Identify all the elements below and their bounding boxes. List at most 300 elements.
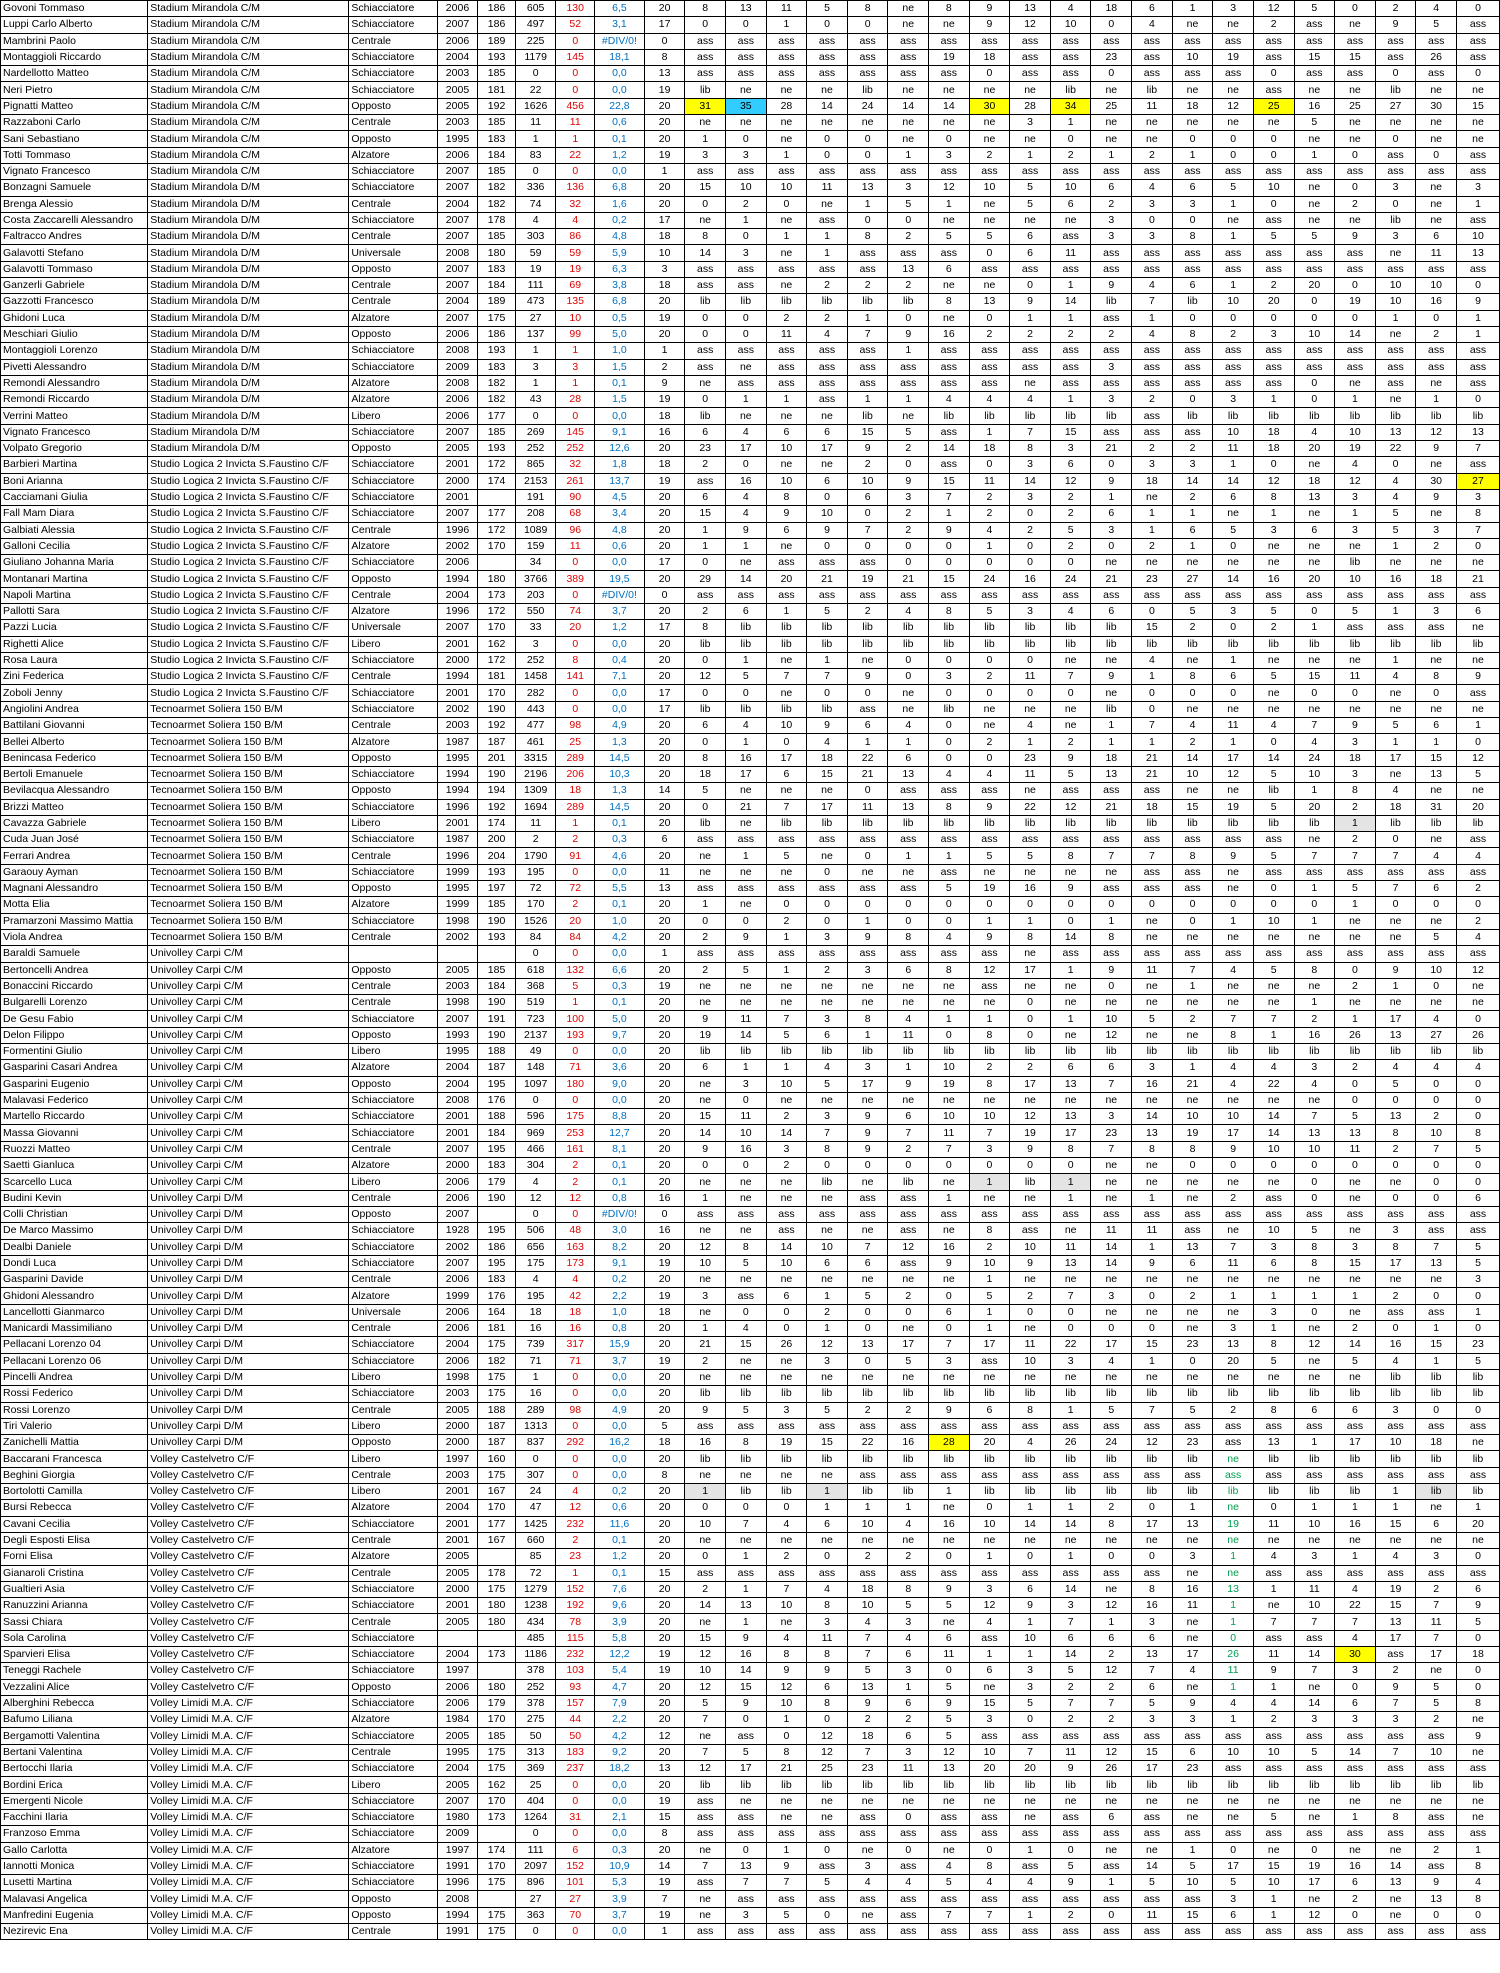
table-cell[interactable]: 304: [515, 1158, 556, 1174]
table-cell[interactable]: 20: [644, 1614, 685, 1630]
table-cell[interactable]: ne: [847, 652, 888, 668]
table-cell[interactable]: 10: [847, 1598, 888, 1614]
table-cell[interactable]: ne: [1091, 652, 1132, 668]
table-cell[interactable]: 0: [556, 82, 595, 98]
table-cell[interactable]: 1: [726, 652, 767, 668]
table-cell[interactable]: Centrale: [349, 278, 437, 294]
table-cell[interactable]: ne: [685, 212, 726, 228]
table-cell[interactable]: 2001: [437, 1484, 478, 1500]
table-cell[interactable]: 3: [685, 147, 726, 163]
table-cell[interactable]: 2,2: [595, 1288, 645, 1304]
table-cell[interactable]: 201: [478, 750, 516, 766]
table-cell[interactable]: 0,0: [595, 82, 645, 98]
table-cell[interactable]: 2007: [437, 261, 478, 277]
table-cell[interactable]: 184: [478, 147, 516, 163]
table-cell[interactable]: Volley Limidi M.A. C/F: [148, 1744, 349, 1760]
table-cell[interactable]: 20: [644, 1337, 685, 1353]
table-cell[interactable]: 0: [1456, 392, 1499, 408]
table-cell[interactable]: 20: [644, 766, 685, 782]
table-cell[interactable]: 10: [1172, 1109, 1213, 1125]
table-cell[interactable]: 25: [807, 1761, 848, 1777]
table-cell[interactable]: 1: [1253, 1321, 1294, 1337]
table-cell[interactable]: 1996: [437, 603, 478, 619]
table-cell[interactable]: 20: [644, 1402, 685, 1418]
table-cell[interactable]: 0: [1375, 131, 1416, 147]
table-cell[interactable]: 4: [1010, 392, 1051, 408]
table-cell[interactable]: 176: [478, 1288, 516, 1304]
table-cell[interactable]: 1: [556, 131, 595, 147]
table-cell[interactable]: ass: [1132, 343, 1173, 359]
table-cell[interactable]: 3,7: [595, 1353, 645, 1369]
table-cell[interactable]: 1994: [437, 669, 478, 685]
table-cell[interactable]: Libero: [349, 1777, 437, 1793]
table-cell[interactable]: lib: [807, 1386, 848, 1402]
table-cell[interactable]: 0: [847, 212, 888, 228]
table-cell[interactable]: [478, 946, 516, 962]
table-cell[interactable]: 183: [478, 1158, 516, 1174]
table-cell[interactable]: 1: [1010, 310, 1051, 326]
table-cell[interactable]: ass: [1050, 1467, 1091, 1483]
table-cell[interactable]: ne: [1010, 1321, 1051, 1337]
table-cell[interactable]: 506: [515, 1223, 556, 1239]
table-cell[interactable]: 7: [1213, 1239, 1254, 1255]
table-cell[interactable]: Montanari Martina: [1, 571, 148, 587]
table-cell[interactable]: 0: [807, 131, 848, 147]
table-cell[interactable]: 9,1: [595, 1255, 645, 1271]
table-cell[interactable]: 14: [766, 1239, 807, 1255]
table-cell[interactable]: 181: [478, 82, 516, 98]
table-cell[interactable]: ass: [1456, 685, 1499, 701]
table-cell[interactable]: 20: [644, 1679, 685, 1695]
table-cell[interactable]: 20: [644, 1158, 685, 1174]
table-cell[interactable]: 0: [1416, 685, 1457, 701]
table-cell[interactable]: ne: [1132, 1532, 1173, 1548]
table-cell[interactable]: ne: [1456, 1712, 1499, 1728]
table-cell[interactable]: 8: [1294, 1239, 1335, 1255]
table-cell[interactable]: 0: [1416, 1174, 1457, 1190]
table-cell[interactable]: 1089: [515, 522, 556, 538]
table-cell[interactable]: ass: [888, 1907, 929, 1923]
table-cell[interactable]: ass: [1456, 49, 1499, 65]
table-cell[interactable]: 18: [969, 49, 1010, 65]
table-cell[interactable]: ass: [807, 1418, 848, 1434]
table-cell[interactable]: 14: [1010, 473, 1051, 489]
table-cell[interactable]: lib: [807, 1777, 848, 1793]
table-cell[interactable]: lib: [1050, 408, 1091, 424]
table-cell[interactable]: ass: [1010, 1467, 1051, 1483]
table-cell[interactable]: 18: [1091, 1, 1132, 17]
table-cell[interactable]: 2: [1132, 538, 1173, 554]
table-cell[interactable]: 2005: [437, 1549, 478, 1565]
table-cell[interactable]: 23: [1091, 49, 1132, 65]
table-cell[interactable]: 368: [515, 978, 556, 994]
table-cell[interactable]: Univolley Carpi D/M: [148, 1223, 349, 1239]
table-cell[interactable]: 7: [1416, 1598, 1457, 1614]
table-cell[interactable]: 1: [807, 229, 848, 245]
table-cell[interactable]: 7: [1132, 848, 1173, 864]
table-cell[interactable]: 5: [1132, 1875, 1173, 1891]
table-cell[interactable]: 25: [556, 734, 595, 750]
table-cell[interactable]: 2: [726, 196, 767, 212]
table-cell[interactable]: 13: [1050, 1109, 1091, 1125]
table-cell[interactable]: Sola Carolina: [1, 1630, 148, 1646]
table-cell[interactable]: lib: [1335, 636, 1376, 652]
table-cell[interactable]: 193: [478, 49, 516, 65]
table-cell[interactable]: 8: [685, 229, 726, 245]
table-cell[interactable]: ass: [1294, 1467, 1335, 1483]
table-cell[interactable]: 0,0: [595, 163, 645, 179]
table-cell[interactable]: 26: [1213, 1646, 1254, 1662]
table-cell[interactable]: 189: [478, 294, 516, 310]
table-cell[interactable]: ass: [1172, 261, 1213, 277]
table-cell[interactable]: Centrale: [349, 1614, 437, 1630]
table-cell[interactable]: 6: [685, 1060, 726, 1076]
table-cell[interactable]: 10: [556, 310, 595, 326]
table-cell[interactable]: 8: [969, 1223, 1010, 1239]
table-cell[interactable]: 8: [1253, 1337, 1294, 1353]
table-cell[interactable]: 10: [1253, 1875, 1294, 1891]
table-cell[interactable]: 2006: [437, 326, 478, 342]
table-cell[interactable]: 180: [478, 1679, 516, 1695]
table-cell[interactable]: lib: [1091, 1484, 1132, 1500]
table-cell[interactable]: Viola Andrea: [1, 929, 148, 945]
table-cell[interactable]: ne: [1294, 1532, 1335, 1548]
table-cell[interactable]: ne: [1050, 1092, 1091, 1108]
table-cell[interactable]: ne: [1335, 1223, 1376, 1239]
table-cell[interactable]: ass: [1213, 359, 1254, 375]
table-cell[interactable]: ne: [685, 1076, 726, 1092]
table-cell[interactable]: ass: [1010, 359, 1051, 375]
table-cell[interactable]: lib: [766, 1044, 807, 1060]
table-cell[interactable]: ass: [969, 587, 1010, 603]
table-cell[interactable]: 0: [726, 310, 767, 326]
table-cell[interactable]: 0: [1132, 1549, 1173, 1565]
table-cell[interactable]: 0: [726, 1158, 767, 1174]
table-cell[interactable]: 17: [807, 441, 848, 457]
table-cell[interactable]: 175: [478, 1386, 516, 1402]
table-cell[interactable]: lib: [1091, 620, 1132, 636]
table-cell[interactable]: ne: [929, 1174, 970, 1190]
table-cell[interactable]: ne: [807, 1190, 848, 1206]
table-cell[interactable]: 3: [1375, 229, 1416, 245]
table-cell[interactable]: ass: [969, 783, 1010, 799]
table-cell[interactable]: ne: [685, 995, 726, 1011]
table-cell[interactable]: 0: [888, 538, 929, 554]
table-cell[interactable]: ass: [1416, 1467, 1457, 1483]
table-cell[interactable]: 20: [644, 913, 685, 929]
table-cell[interactable]: 0: [515, 1924, 556, 1940]
table-cell[interactable]: 8: [847, 229, 888, 245]
table-cell[interactable]: Volley Castelvetro C/F: [148, 1581, 349, 1597]
table-cell[interactable]: ass: [766, 33, 807, 49]
table-cell[interactable]: ne: [1010, 1369, 1051, 1385]
table-cell[interactable]: 14: [1010, 1516, 1051, 1532]
table-cell[interactable]: 1: [1294, 881, 1335, 897]
table-cell[interactable]: ass: [1010, 49, 1051, 65]
table-cell[interactable]: 6: [556, 1842, 595, 1858]
table-cell[interactable]: ass: [1294, 261, 1335, 277]
table-cell[interactable]: 3: [1091, 212, 1132, 228]
table-cell[interactable]: ass: [766, 1924, 807, 1940]
table-cell[interactable]: 9: [847, 1109, 888, 1125]
table-cell[interactable]: 1: [969, 1174, 1010, 1190]
table-cell[interactable]: 1: [1294, 1435, 1335, 1451]
table-cell[interactable]: ass: [1091, 1418, 1132, 1434]
table-cell[interactable]: 7: [1416, 1239, 1457, 1255]
table-cell[interactable]: 0: [807, 538, 848, 554]
table-cell[interactable]: 160: [478, 1451, 516, 1467]
table-cell[interactable]: ne: [726, 115, 767, 131]
table-cell[interactable]: ass: [766, 375, 807, 391]
table-cell[interactable]: ne: [1253, 978, 1294, 994]
table-cell[interactable]: 1: [1213, 196, 1254, 212]
table-cell[interactable]: 1: [1416, 1353, 1457, 1369]
table-cell[interactable]: 11,6: [595, 1516, 645, 1532]
table-cell[interactable]: 141: [556, 669, 595, 685]
table-cell[interactable]: 3: [847, 1858, 888, 1874]
table-cell[interactable]: 19: [685, 1027, 726, 1043]
table-cell[interactable]: ass: [766, 359, 807, 375]
table-cell[interactable]: ne: [1213, 1793, 1254, 1809]
table-cell[interactable]: ass: [1050, 832, 1091, 848]
table-cell[interactable]: Opposto: [349, 1206, 437, 1222]
table-cell[interactable]: ass: [1253, 375, 1294, 391]
table-cell[interactable]: Stadium Mirandola C/M: [148, 98, 349, 114]
table-cell[interactable]: lib: [847, 294, 888, 310]
table-cell[interactable]: lib: [888, 294, 929, 310]
table-cell[interactable]: 6: [807, 1679, 848, 1695]
table-cell[interactable]: ass: [1091, 1891, 1132, 1907]
table-cell[interactable]: 9: [929, 1402, 970, 1418]
table-cell[interactable]: 13: [847, 1337, 888, 1353]
table-cell[interactable]: ne: [1456, 1793, 1499, 1809]
table-cell[interactable]: Schiacciatore: [349, 864, 437, 880]
table-cell[interactable]: ne: [1416, 1663, 1457, 1679]
table-cell[interactable]: 11: [1132, 98, 1173, 114]
table-cell[interactable]: 185: [478, 1728, 516, 1744]
table-cell[interactable]: lib: [1010, 1386, 1051, 1402]
table-cell[interactable]: ass: [685, 473, 726, 489]
table-cell[interactable]: 187: [478, 1418, 516, 1434]
table-cell[interactable]: ass: [766, 832, 807, 848]
table-cell[interactable]: ass: [929, 343, 970, 359]
table-cell[interactable]: 0: [969, 555, 1010, 571]
table-cell[interactable]: 26: [1335, 1027, 1376, 1043]
table-cell[interactable]: ne: [1213, 864, 1254, 880]
table-cell[interactable]: ne: [726, 1174, 767, 1190]
table-cell[interactable]: Schiacciatore: [349, 1, 437, 17]
table-cell[interactable]: Napoli Martina: [1, 587, 148, 603]
table-cell[interactable]: 10,9: [595, 1858, 645, 1874]
table-cell[interactable]: 27: [1416, 1027, 1457, 1043]
table-cell[interactable]: 15: [1375, 1598, 1416, 1614]
table-cell[interactable]: 10: [766, 1695, 807, 1711]
table-cell[interactable]: ne: [888, 408, 929, 424]
table-cell[interactable]: 3: [1335, 1712, 1376, 1728]
table-cell[interactable]: lib: [1294, 1451, 1335, 1467]
table-cell[interactable]: 5: [1253, 766, 1294, 782]
table-cell[interactable]: 14: [685, 1125, 726, 1141]
table-cell[interactable]: 19: [1335, 441, 1376, 457]
table-cell[interactable]: 8: [807, 1646, 848, 1662]
table-cell[interactable]: Univolley Carpi D/M: [148, 1304, 349, 1320]
table-cell[interactable]: 17: [1010, 962, 1051, 978]
table-cell[interactable]: 12: [807, 1728, 848, 1744]
table-cell[interactable]: Schiacciatore: [349, 1663, 437, 1679]
table-cell[interactable]: 1: [1375, 1500, 1416, 1516]
table-cell[interactable]: ne: [1213, 995, 1254, 1011]
table-cell[interactable]: 1: [644, 1924, 685, 1940]
table-cell[interactable]: 13: [1416, 1891, 1457, 1907]
table-cell[interactable]: ne: [1050, 652, 1091, 668]
table-cell[interactable]: ass: [1172, 1728, 1213, 1744]
table-cell[interactable]: ne: [929, 212, 970, 228]
table-cell[interactable]: 5: [807, 1875, 848, 1891]
table-cell[interactable]: ne: [1456, 783, 1499, 799]
table-cell[interactable]: 21: [685, 1337, 726, 1353]
table-cell[interactable]: ne: [1375, 1842, 1416, 1858]
table-cell[interactable]: 4: [1253, 1695, 1294, 1711]
table-cell[interactable]: 0: [888, 1809, 929, 1825]
table-cell[interactable]: 20: [644, 929, 685, 945]
table-cell[interactable]: ne: [766, 278, 807, 294]
table-cell[interactable]: 103: [556, 1663, 595, 1679]
table-cell[interactable]: 177: [478, 1516, 516, 1532]
table-cell[interactable]: 6: [888, 962, 929, 978]
table-cell[interactable]: 9: [1050, 1761, 1091, 1777]
table-cell[interactable]: 0: [1213, 1158, 1254, 1174]
table-cell[interactable]: 2008: [437, 1891, 478, 1907]
table-cell[interactable]: 4: [1416, 1, 1457, 17]
table-cell[interactable]: Schiacciatore: [349, 1793, 437, 1809]
table-cell[interactable]: 389: [556, 571, 595, 587]
table-cell[interactable]: 2004: [437, 1761, 478, 1777]
table-cell[interactable]: 14: [1050, 1516, 1091, 1532]
table-cell[interactable]: ne: [766, 1092, 807, 1108]
table-cell[interactable]: 1: [1132, 669, 1173, 685]
table-cell[interactable]: ne: [1010, 1809, 1051, 1825]
table-cell[interactable]: 2004: [437, 1500, 478, 1516]
table-cell[interactable]: ass: [1010, 343, 1051, 359]
table-cell[interactable]: 2: [515, 832, 556, 848]
table-cell[interactable]: Centrale: [349, 1532, 437, 1548]
table-cell[interactable]: ass: [929, 424, 970, 440]
table-cell[interactable]: [437, 1630, 478, 1646]
table-cell[interactable]: 0: [1335, 1158, 1376, 1174]
table-cell[interactable]: 0: [556, 1369, 595, 1385]
table-cell[interactable]: ne: [1132, 978, 1173, 994]
table-cell[interactable]: 86: [556, 229, 595, 245]
table-cell[interactable]: 0: [726, 457, 767, 473]
table-cell[interactable]: Alzatore: [349, 375, 437, 391]
table-cell[interactable]: ne: [847, 864, 888, 880]
table-cell[interactable]: ass: [1050, 587, 1091, 603]
table-cell[interactable]: ne: [847, 1092, 888, 1108]
table-cell[interactable]: 175: [515, 1255, 556, 1271]
table-cell[interactable]: 31: [685, 98, 726, 114]
table-cell[interactable]: 1994: [437, 783, 478, 799]
table-cell[interactable]: Stadium Mirandola D/M: [148, 294, 349, 310]
table-cell[interactable]: 5: [1010, 848, 1051, 864]
table-cell[interactable]: 6: [1416, 229, 1457, 245]
table-cell[interactable]: 18: [644, 1304, 685, 1320]
table-cell[interactable]: 8: [1375, 1239, 1416, 1255]
table-cell[interactable]: ne: [1213, 701, 1254, 717]
table-cell[interactable]: 22: [1010, 799, 1051, 815]
table-cell[interactable]: Univolley Carpi C/M: [148, 1125, 349, 1141]
table-cell[interactable]: 17: [644, 555, 685, 571]
table-cell[interactable]: 3: [807, 1011, 848, 1027]
table-cell[interactable]: 175: [478, 1924, 516, 1940]
table-cell[interactable]: ass: [969, 1728, 1010, 1744]
table-cell[interactable]: 0: [1294, 392, 1335, 408]
table-cell[interactable]: Bertoli Emanuele: [1, 766, 148, 782]
table-cell[interactable]: Schiacciatore: [349, 1337, 437, 1353]
table-cell[interactable]: 14: [1375, 1858, 1416, 1874]
table-cell[interactable]: Lancellotti Gianmarco: [1, 1304, 148, 1320]
table-cell[interactable]: 2004: [437, 587, 478, 603]
table-cell[interactable]: 3: [1213, 1321, 1254, 1337]
table-cell[interactable]: ne: [1010, 783, 1051, 799]
table-cell[interactable]: 1: [556, 815, 595, 831]
table-cell[interactable]: Battilani Giovanni: [1, 718, 148, 734]
table-cell[interactable]: lib: [726, 620, 767, 636]
table-cell[interactable]: 3: [515, 636, 556, 652]
table-cell[interactable]: 8: [1456, 1858, 1499, 1874]
table-cell[interactable]: 2: [1335, 799, 1376, 815]
table-cell[interactable]: 17: [1091, 1337, 1132, 1353]
table-cell[interactable]: 1: [1335, 1549, 1376, 1565]
table-cell[interactable]: 27: [515, 1891, 556, 1907]
table-cell[interactable]: 10: [766, 1255, 807, 1271]
table-cell[interactable]: 193: [478, 929, 516, 945]
table-cell[interactable]: ne: [1294, 131, 1335, 147]
table-cell[interactable]: Cavani Cecilia: [1, 1516, 148, 1532]
table-cell[interactable]: lib: [766, 636, 807, 652]
table-cell[interactable]: ne: [1456, 978, 1499, 994]
table-cell[interactable]: 175: [478, 1875, 516, 1891]
table-cell[interactable]: ne: [807, 196, 848, 212]
table-cell[interactable]: 0: [1010, 538, 1051, 554]
table-cell[interactable]: ass: [929, 359, 970, 375]
table-cell[interactable]: 0: [1010, 685, 1051, 701]
table-cell[interactable]: 192: [478, 799, 516, 815]
table-cell[interactable]: 13: [1172, 1516, 1213, 1532]
table-cell[interactable]: 13: [1050, 1076, 1091, 1092]
table-cell[interactable]: ass: [1416, 359, 1457, 375]
table-cell[interactable]: 8: [766, 1646, 807, 1662]
table-cell[interactable]: ne: [685, 1174, 726, 1190]
table-cell[interactable]: 1: [1213, 652, 1254, 668]
table-cell[interactable]: ne: [888, 17, 929, 33]
table-cell[interactable]: lib: [1253, 408, 1294, 424]
table-cell[interactable]: 19: [1172, 1125, 1213, 1141]
table-cell[interactable]: 5: [888, 1353, 929, 1369]
table-cell[interactable]: 10: [1010, 1239, 1051, 1255]
table-cell[interactable]: Volley Castelvetro C/F: [148, 1630, 349, 1646]
table-cell[interactable]: lib: [1294, 1484, 1335, 1500]
table-cell[interactable]: ass: [1091, 587, 1132, 603]
table-cell[interactable]: lib: [1335, 1484, 1376, 1500]
table-cell[interactable]: 1: [1456, 326, 1499, 342]
table-cell[interactable]: ne: [726, 978, 767, 994]
table-cell[interactable]: 6: [1213, 1907, 1254, 1923]
table-cell[interactable]: 0: [766, 897, 807, 913]
table-cell[interactable]: ne: [888, 701, 929, 717]
table-cell[interactable]: 0: [685, 799, 726, 815]
table-cell[interactable]: 173: [478, 1809, 516, 1825]
table-cell[interactable]: 12: [1091, 1598, 1132, 1614]
